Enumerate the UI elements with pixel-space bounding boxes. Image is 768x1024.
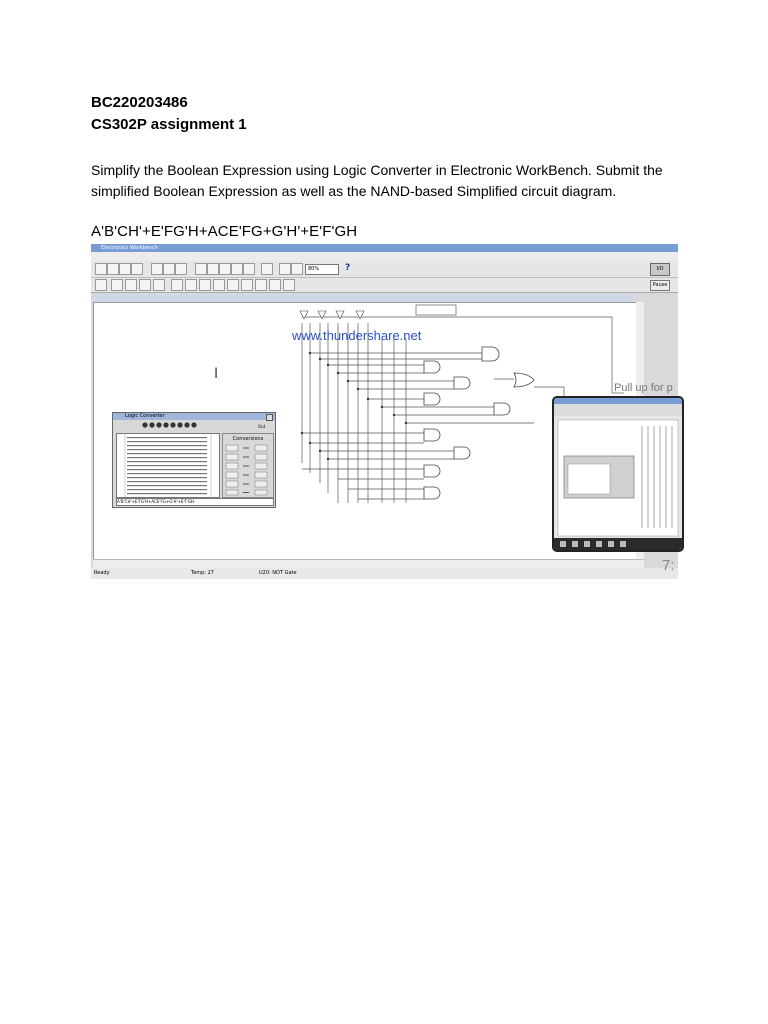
parts-toolbar: [91, 278, 678, 293]
component-icon[interactable]: [261, 263, 273, 275]
word-generator: [416, 305, 456, 315]
video-overlay[interactable]: [552, 396, 684, 552]
rotate-icon[interactable]: [195, 263, 207, 275]
close-icon[interactable]: [266, 414, 273, 421]
help-icon[interactable]: ?: [345, 263, 351, 273]
subcircuit-icon[interactable]: [231, 263, 243, 275]
app-title: Electronics Workbench: [101, 245, 158, 251]
expression-to-table-button: [226, 472, 238, 478]
conversions-label: Conversions: [232, 436, 264, 442]
print-icon[interactable]: [131, 263, 143, 275]
transistors-icon[interactable]: [153, 279, 165, 291]
expression-button-1: [255, 454, 267, 460]
expression-field[interactable]: A'B'CH'+E'FG'H+ACE'FG+G'H'+E'F'GH: [116, 498, 274, 506]
truth-table[interactable]: [116, 433, 220, 498]
logic-gates-icon[interactable]: [213, 279, 225, 291]
and-gate-1: [482, 347, 499, 361]
digital-icon[interactable]: [227, 279, 239, 291]
status-temp: Temp: 27: [191, 570, 214, 576]
controls-icon[interactable]: [255, 279, 267, 291]
and-gate-9: [424, 487, 440, 499]
flip-vertical-icon[interactable]: [219, 263, 231, 275]
circuit-window-title: [93, 294, 633, 302]
and-gate-8: [424, 465, 440, 477]
circuit-to-table-button: [226, 445, 238, 451]
new-file-icon[interactable]: [95, 263, 107, 275]
pause-button[interactable]: Pause: [650, 280, 670, 291]
horizontal-scrollbar[interactable]: [93, 559, 644, 568]
status-hint: U20: NOT Gate: [259, 570, 297, 576]
copy-icon[interactable]: [163, 263, 175, 275]
expression-button-2: [255, 463, 267, 469]
text-cursor-icon: I: [214, 366, 219, 382]
not-gate-g: [356, 311, 364, 319]
table-to-expression-button: [226, 454, 238, 460]
sources-icon[interactable]: [111, 279, 123, 291]
boolean-expression: A'B'CH'+E'FG'H+ACE'FG+G'H'+E'F'GH: [91, 223, 358, 240]
open-folder-icon[interactable]: [107, 263, 119, 275]
watermark-text: www.thundershare.net: [292, 328, 422, 343]
or-gate-1: [514, 373, 534, 387]
overlay-preview: [554, 398, 682, 550]
status-bar: [91, 568, 678, 579]
cut-icon[interactable]: [151, 263, 163, 275]
table-to-simplified-button: [226, 463, 238, 469]
not-gate-c: [318, 311, 326, 319]
flip-horizontal-icon[interactable]: [207, 263, 219, 275]
zoom-select[interactable]: 80%: [305, 264, 339, 275]
favorites-icon[interactable]: [95, 279, 107, 291]
main-toolbar: [91, 261, 678, 278]
power-switch-button[interactable]: I/O: [650, 263, 670, 276]
and-gate-7: [454, 447, 470, 459]
paste-icon[interactable]: [175, 263, 187, 275]
analog-ics-icon[interactable]: [171, 279, 183, 291]
assignment-title: CS302P assignment 1: [91, 116, 247, 133]
conversions-panel: [222, 433, 274, 498]
pull-up-hint: Pull up for p: [614, 382, 673, 394]
status-ready: Ready: [94, 570, 110, 576]
truth-table-rows: [117, 434, 219, 497]
and-gate-3: [454, 377, 470, 389]
nand-button: [255, 490, 267, 495]
app-titlebar: [91, 244, 678, 252]
table-button-2: [255, 472, 267, 478]
digital-ics-icon[interactable]: [199, 279, 211, 291]
misc-icon[interactable]: [269, 279, 281, 291]
conversion-buttons: [223, 442, 273, 496]
instructions-paragraph: Simplify the Boolean Expression using Logic Converter in Electronic WorkBench. Submit the simplified Boolean Expression as well as the NAND-based Simplified circuit diagram.: [91, 162, 663, 199]
save-icon[interactable]: [119, 263, 131, 275]
logic-converter-window: [112, 412, 276, 508]
and-gate-2: [424, 361, 440, 373]
expression-to-circuit-button: [226, 481, 238, 487]
zoom-in-icon[interactable]: [279, 263, 291, 275]
diodes-icon[interactable]: [139, 279, 151, 291]
table-button-1: [255, 445, 267, 451]
indicators-icon[interactable]: [241, 279, 253, 291]
menu-bar: [91, 252, 678, 261]
out-label: Out: [258, 424, 266, 429]
and-gate-4: [424, 393, 440, 405]
basic-icon[interactable]: [125, 279, 137, 291]
instruments-icon[interactable]: [283, 279, 295, 291]
student-id: BC220203486: [91, 94, 188, 111]
circuit-button: [255, 481, 267, 487]
expression-to-nand-button: [226, 490, 238, 495]
and-gate-5: [494, 403, 510, 415]
mixed-ics-icon[interactable]: [185, 279, 197, 291]
not-gate-a: [300, 311, 308, 319]
video-timer: 7:: [662, 557, 675, 574]
and-gate-6: [424, 429, 440, 441]
zoom-out-icon[interactable]: [291, 263, 303, 275]
logic-converter-title: Logic Converter: [113, 413, 275, 420]
graph-icon[interactable]: [243, 263, 255, 275]
not-gate-e: [336, 311, 344, 319]
